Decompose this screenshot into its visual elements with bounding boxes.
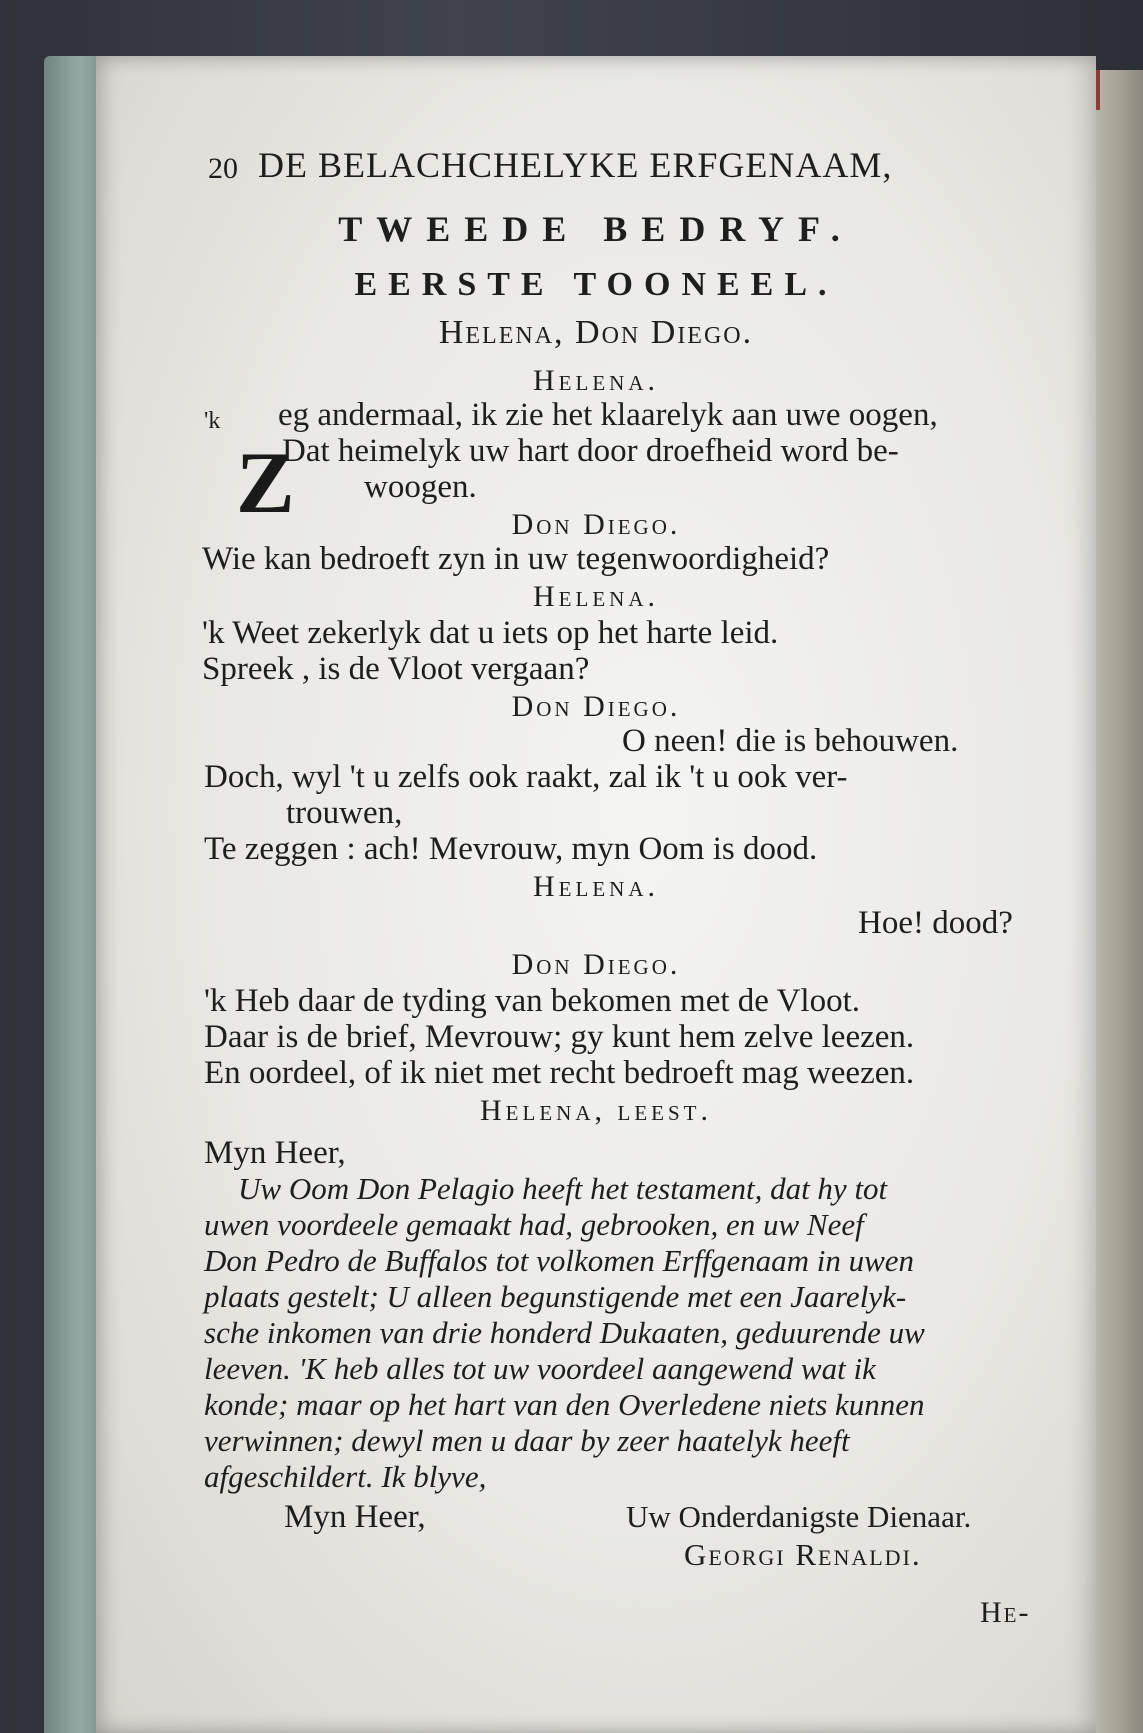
verse-line: 'k Weet zekerlyk dat u iets op het harte leid. xyxy=(202,615,779,651)
verse-line: O neen! die is behouwen. xyxy=(622,723,959,759)
dropcap-letter: Z xyxy=(236,435,295,532)
letter-salutation: Myn Heer, xyxy=(204,1135,346,1171)
verse-line: eg andermaal, ik zie het klaarelyk aan uwe oogen, xyxy=(278,397,938,433)
letter-line: leeven. 'K heb alles tot uw voordeel aangewend wat ik xyxy=(204,1351,876,1386)
verse-line: Daar is de brief, Mevrouw; gy kunt hem zelve leezen. xyxy=(204,1019,915,1055)
speaker-heading: Don Diego. xyxy=(511,508,681,541)
dropcap-prefix: 'k xyxy=(204,408,221,434)
verse-line: En oordeel, of ik niet met recht bedroeft mag weezen. xyxy=(204,1055,915,1091)
speaker-heading: Helena. xyxy=(533,870,659,903)
catchword: He- xyxy=(980,1596,1031,1629)
letter-line: Don Pedro de Buffalos tot volkomen Erffgenaam in uwen xyxy=(204,1243,915,1278)
verse-line: Doch, wyl 't u zelfs ook raakt, zal ik 't u ook ver- xyxy=(204,759,848,795)
verse-line: trouwen, xyxy=(286,795,403,831)
letter-line: plaats gestelt; U alleen begunstigende met een Jaarelyk- xyxy=(204,1279,907,1314)
letter-line: konde; maar op het hart van den Overledene niets kunnen xyxy=(204,1387,925,1422)
running-title: DE BELACHCHELYKE ERFGENAAM, xyxy=(258,145,893,185)
verse-line: Spreek , is de Vloot vergaan? xyxy=(202,651,590,687)
book-page xyxy=(96,56,1096,1733)
letter-sign-off: Uw Onderdanigste Dienaar. xyxy=(626,1499,972,1534)
page-content xyxy=(96,56,1096,1733)
speaker-heading: Helena, leest. xyxy=(480,1094,712,1127)
verse-line: woogen. xyxy=(364,469,477,505)
speaker-heading: Helena. xyxy=(533,364,659,397)
verse-line: 'k Heb daar de tyding van bekomen met de Vloot. xyxy=(204,983,861,1019)
verse-line: Te zeggen : ach! Mevrouw, myn Oom is dood. xyxy=(204,831,818,867)
letter-line: sche inkomen van drie honderd Dukaaten, geduurende uw xyxy=(204,1315,925,1350)
book-right-edge xyxy=(1090,70,1143,1733)
verse-line: Hoe! dood? xyxy=(858,905,1013,941)
letter-line: Uw Oom Don Pelagio heeft het testament, dat hy tot xyxy=(238,1171,888,1206)
scene-heading: EERSTE TOONEEL. xyxy=(354,266,838,303)
verse-line: Dat heimelyk uw hart door droefheid word be- xyxy=(282,433,899,469)
letter-line: verwinnen; dewyl men u daar by zeer haatelyk heeft xyxy=(204,1423,850,1458)
act-heading: TWEEDE BEDRYF. xyxy=(338,209,854,249)
page-number: 20 xyxy=(208,152,238,185)
letter-line: afgeschildert. Ik blyve, xyxy=(204,1459,487,1494)
book-cover-edge xyxy=(44,56,104,1733)
cast-list: Helena, Don Diego. xyxy=(438,314,754,351)
speaker-heading: Helena. xyxy=(533,580,659,613)
speaker-heading: Don Diego. xyxy=(511,948,681,981)
letter-signature: Georgi Renaldi. xyxy=(684,1537,922,1572)
letter-closing: Myn Heer, xyxy=(284,1499,426,1535)
speaker-heading: Don Diego. xyxy=(511,690,681,723)
letter-line: uwen voordeele gemaakt had, gebrooken, en uw Neef xyxy=(204,1207,864,1242)
verse-line: Wie kan bedroeft zyn in uw tegenwoordigheid? xyxy=(202,541,830,577)
